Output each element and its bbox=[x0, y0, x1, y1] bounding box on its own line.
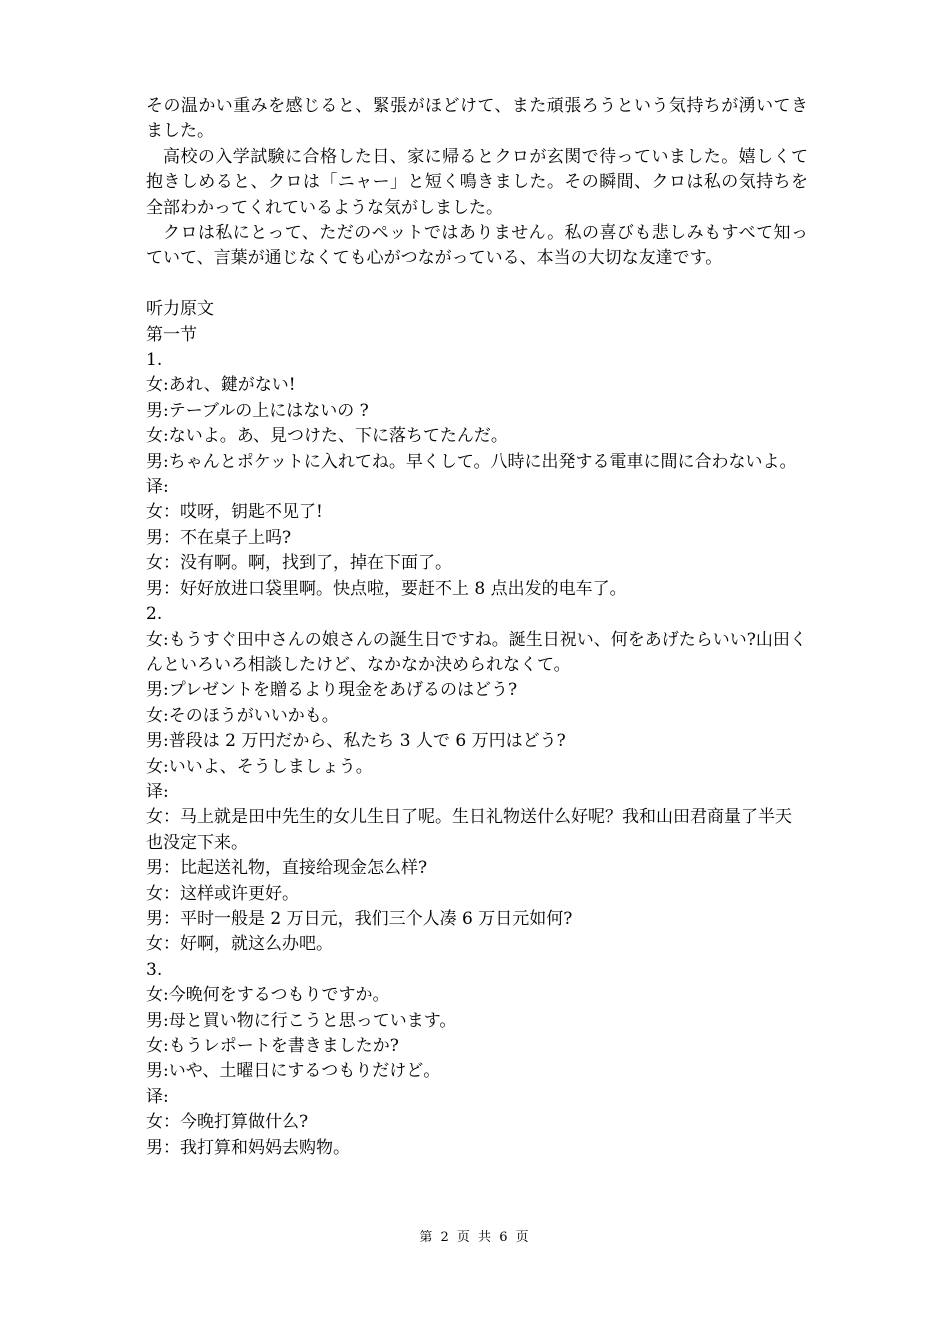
dialogue-line-japanese: 男:テーブルの上にはないの ? bbox=[146, 400, 369, 421]
dialogue-line-chinese: 男：不在桌子上吗? bbox=[146, 527, 292, 548]
dialogue-line-japanese: 男:プレゼントを贈るより現金をあげるのはどう? bbox=[146, 680, 518, 701]
dialogue-line-japanese: 女:今晩何をするつもりですか。 bbox=[146, 985, 390, 1006]
dialogue-line-japanese: 男:いや、土曜日にするつもりだけど。 bbox=[146, 1061, 441, 1082]
dialogue-line-chinese: 男：好好放进口袋里啊。快点啦，要赶不上 8 点出发的电车了。 bbox=[146, 578, 627, 599]
spacer bbox=[146, 272, 808, 297]
dialogue-line-chinese: 女：哎呀，钥匙不见了! bbox=[146, 502, 323, 523]
item-number: 3. bbox=[146, 959, 163, 980]
item-number: 2. bbox=[146, 604, 163, 625]
transcript-title: 听力原文 bbox=[146, 299, 214, 320]
dialogue-line-chinese: 女：这样或许更好。 bbox=[146, 883, 299, 904]
dialogue-line-chinese: 男：平时一般是 2 万日元，我们三个人凑 6 万日元如何? bbox=[146, 908, 573, 929]
dialogue-line-japanese: 女:そのほうがいいかも。 bbox=[146, 705, 339, 726]
dialogue-line-japanese: 男:普段は 2 万円だから、私たち 3 人で 6 万円はどう? bbox=[146, 731, 566, 752]
dialogue-line-japanese: 女:あれ、鍵がない! bbox=[146, 375, 296, 396]
dialogue-line-chinese: 女：没有啊。啊，找到了，掉在下面了。 bbox=[146, 553, 452, 574]
dialogue-line-japanese: 女:いいよ、そうしましょう。 bbox=[146, 756, 373, 777]
section-heading: 第一节 bbox=[146, 324, 197, 345]
dialogue-line-japanese: 女:ないよ。あ、見つけた、下に落ちてたんだ。 bbox=[146, 426, 508, 447]
translation-label: 译: bbox=[146, 477, 169, 498]
dialogue-line-japanese: 女:もうレポートを書きましたか? bbox=[146, 1036, 399, 1057]
item-number: 1. bbox=[146, 350, 163, 371]
dialogue-line-chinese: 女：马上就是田中先生的女儿生日了呢。生日礼物送什么好呢？我和山田君商量了半天也没定下来。 bbox=[146, 807, 792, 853]
essay-paragraph: 高校の入学試験に合格した日、家に帰るとクロが玄関で待っていました。嬉しくて抱きしめると、クロは「ニャー」と短く鳴きました。その瞬間、クロは私の気持ちを全部わかってくれているような気がしました。 bbox=[146, 146, 808, 218]
document-page bbox=[146, 94, 808, 1161]
dialogue-line-japanese: 男:母と買い物に行こうと思っています。 bbox=[146, 1010, 457, 1031]
dialogue-line-chinese: 女：今晚打算做什么? bbox=[146, 1112, 309, 1133]
page-footer: 第 2 页 共 6 页 bbox=[419, 1230, 531, 1245]
essay-paragraph: クロは私にとって、ただのペットではありません。私の喜びも悲しみもすべて知っていて、言葉が通じなくても心がつながっている、本当の大切な友達です。 bbox=[146, 223, 808, 269]
dialogue-line-japanese: 女:もうすぐ田中さんの娘さんの誕生日ですね。誕生日祝い、何をあげたらいい?山田くんといろいろ相談したけど、なかなか決められなくて。 bbox=[146, 629, 807, 675]
translation-label: 译: bbox=[146, 1086, 169, 1107]
translation-label: 译: bbox=[146, 781, 169, 802]
dialogue-line-chinese: 女：好啊，就这么办吧。 bbox=[146, 934, 333, 955]
dialogue-line-chinese: 男：我打算和妈妈去购物。 bbox=[146, 1137, 350, 1158]
dialogue-line-japanese: 男:ちゃんとポケットに入れてね。早くして。八時に出発する電車に間に合わないよ。 bbox=[146, 451, 797, 472]
dialogue-line-chinese: 男：比起送礼物，直接给现金怎么样? bbox=[146, 858, 428, 879]
essay-paragraph: その温かい重みを感じると、緊張がほどけて、また頑張ろうという気持ちが湧いてきました。 bbox=[146, 96, 808, 142]
